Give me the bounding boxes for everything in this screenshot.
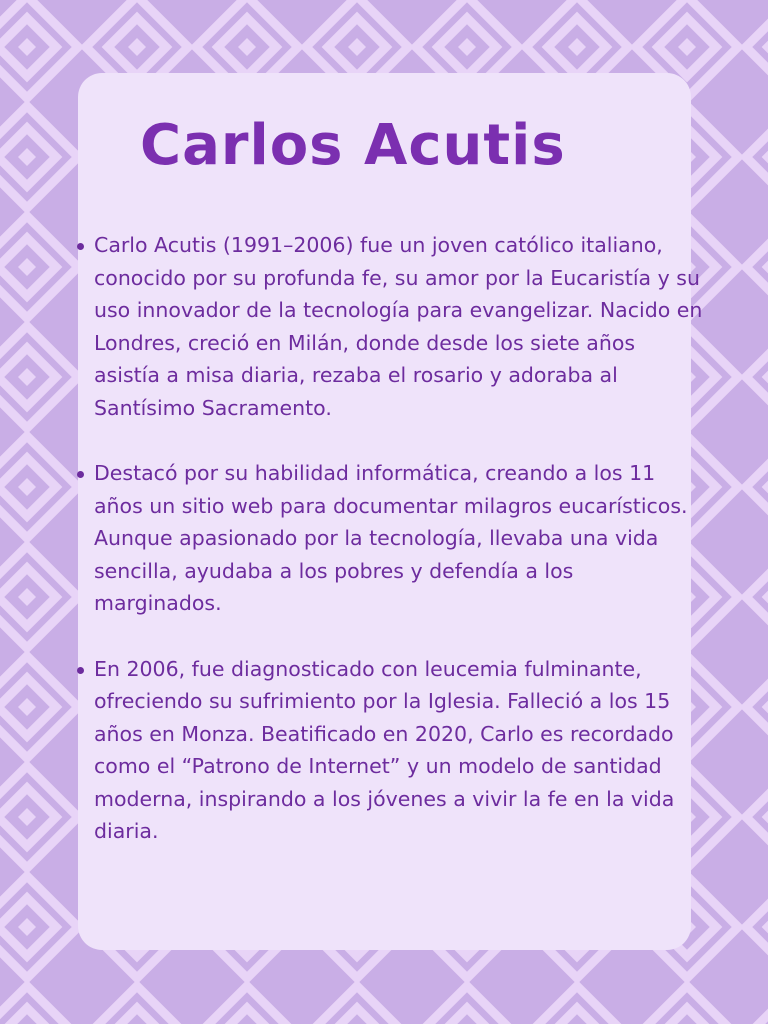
bullet-list [94,229,706,881]
bullet-paragraph [94,229,706,424]
paragraph-text: Destacó por su habilidad informática, creando a los 11 años un sitio web para documentar milagros eucarísticos. Aunque apasionado por la tecnología, llevaba una vida sencilla, ayudaba a los pobres y defendía a los marginados. [94,461,688,615]
bullet-paragraph [94,457,706,620]
page-title: Carlos Acutis [140,113,566,178]
bullet-dot-icon [77,667,84,674]
paragraph-text: Carlo Acutis (1991–2006) fue un joven católico italiano, conocido por su profunda fe, su amor por la Eucaristía y su uso innovador de la tecnología para evangelizar. Nacido en Londres, creció en Milán, donde desde los siete años asistía a misa diaria, rezaba el rosario y adoraba al Santísimo Sacramento. [94,233,703,420]
bullet-dot-icon [77,471,84,478]
paragraph-text: En 2006, fue diagnosticado con leucemia fulminante, ofreciendo su sufrimiento por la Iglesia. Falleció a los 15 años en Monza. Beatificado en 2020, Carlo es recordado como el “Patrono de Internet” y un modelo de santidad moderna, inspirando a los jóvenes a vivir la fe en la vida diaria. [94,656,675,843]
bullet-paragraph [94,653,706,848]
bullet-dot-icon [77,243,84,250]
